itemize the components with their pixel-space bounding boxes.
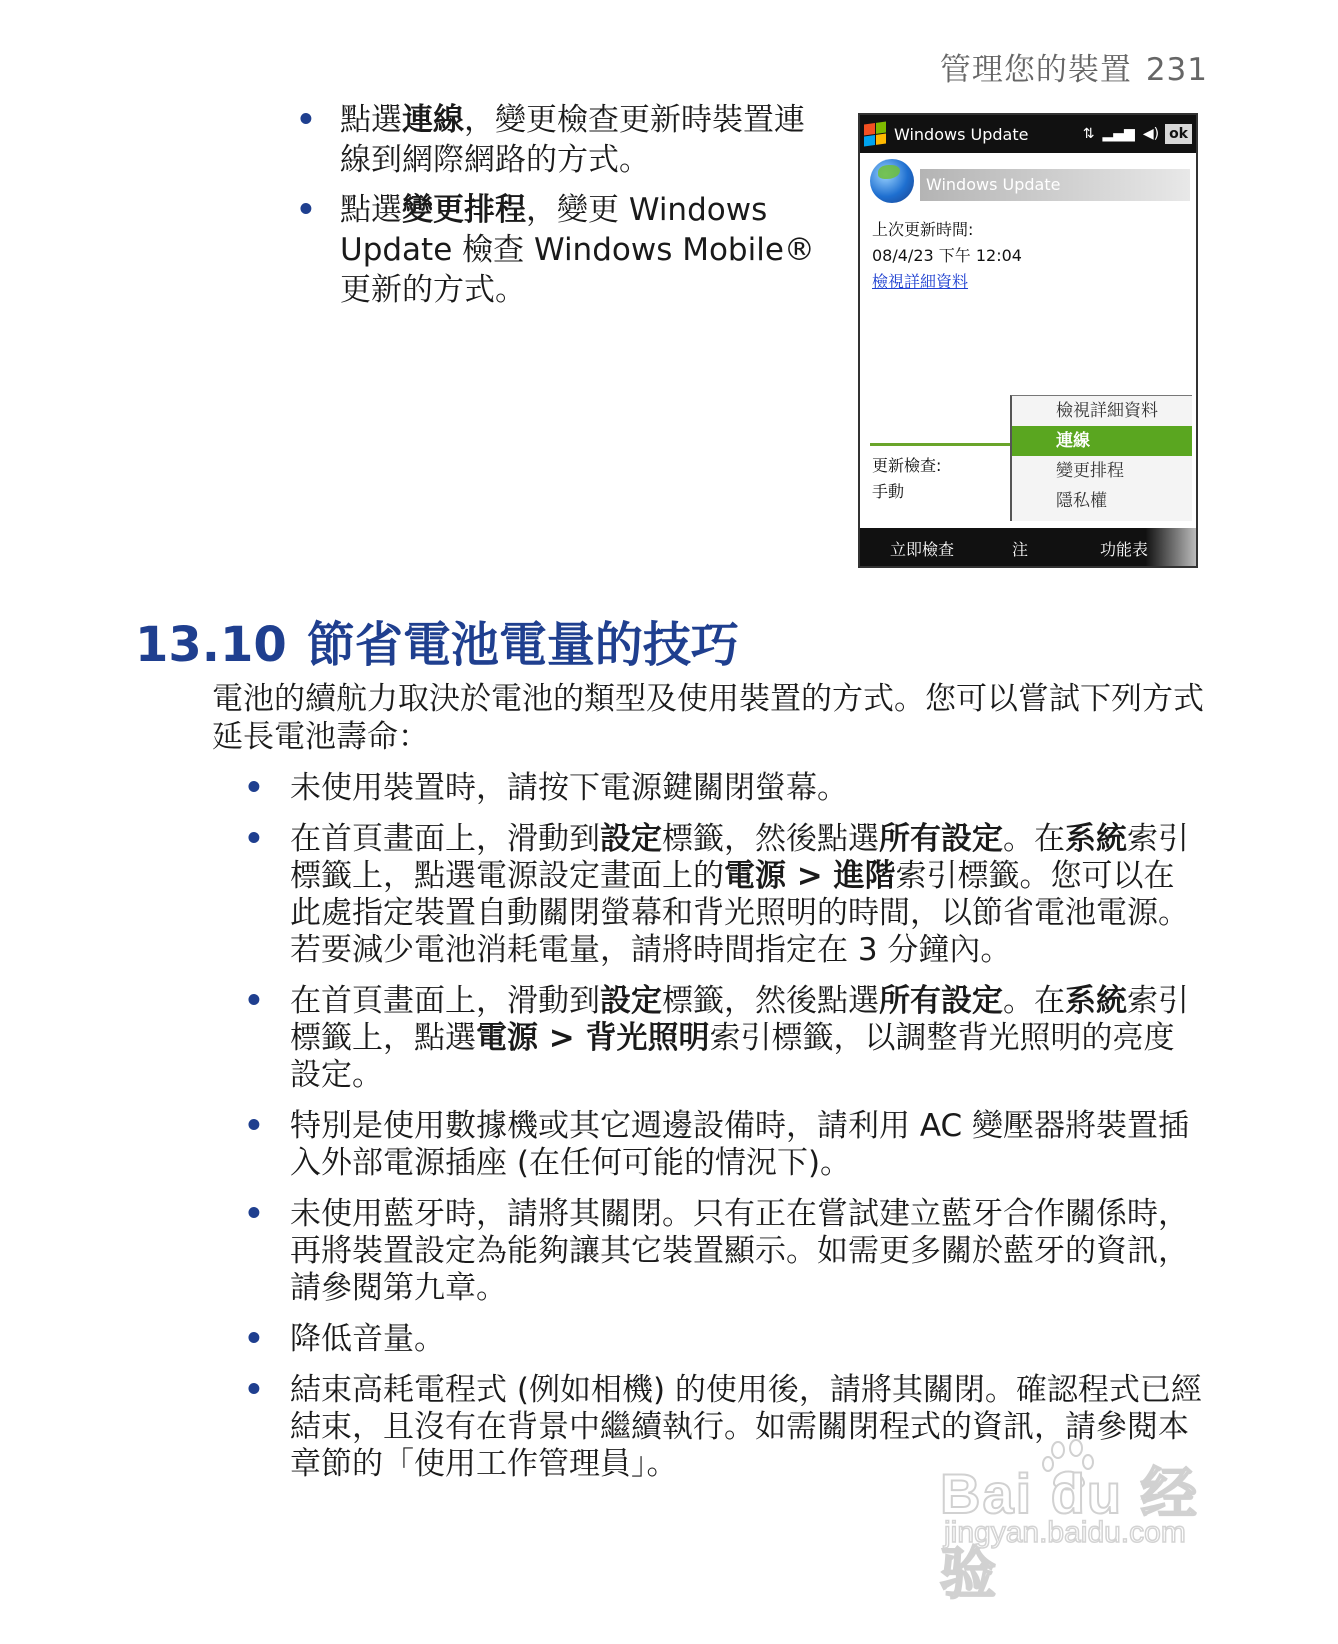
bullet-icon: • — [244, 1372, 264, 1408]
list-item: • 結束高耗電程式 (例如相機) 的使用後，請將其關閉。確認程式已經結束，且沒有在背景中繼續執行。如需關閉程式的資訊，請參閱本章節的「使用工作管理員」。 — [244, 1372, 1202, 1482]
list-item: • 在首頁畫面上，滑動到設定標籤，然後點選所有設定。在系統索引標籤上，點選電源 > 背光照明索引標籤，以調整背光照明的亮度設定。 — [244, 983, 1189, 1093]
watermark-brand: Bai du 经验 — [940, 1462, 1199, 1605]
bullet-icon: • — [244, 1321, 264, 1357]
view-details-link[interactable]: 檢視詳細資料 — [872, 272, 969, 291]
list-item: • 點選變更排程，變更 Windows Update 檢查 Windows Mobile® 更新的方式。 — [296, 192, 815, 308]
bullet-icon: • — [244, 983, 264, 1019]
menu-item-connection[interactable]: 連線 — [1012, 426, 1192, 456]
list-item: • 未使用裝置時，請按下電源鍵關閉螢幕。 — [244, 770, 848, 806]
phone-screenshot — [858, 113, 1198, 568]
windows-update-banner — [860, 157, 1196, 209]
menu-item-privacy[interactable]: 隱私權 — [1056, 491, 1107, 511]
last-update-value: 08/4/23 下午 12:04 — [872, 246, 1022, 265]
menu-item-view-details[interactable]: 檢視詳細資料 — [1056, 401, 1158, 421]
menu-item-change-schedule[interactable]: 變更排程 — [1056, 461, 1124, 481]
check-value: 手動 — [872, 482, 905, 501]
ok-button[interactable]: ok — [1165, 124, 1192, 144]
banner-title: Windows Update — [920, 169, 1190, 201]
windows-logo-icon — [864, 121, 886, 146]
menu-softkey[interactable]: 功能表 — [1100, 540, 1149, 559]
bullet-icon: • — [244, 770, 264, 806]
section-title: 節省電池電量的技巧 — [306, 617, 739, 673]
section-heading — [135, 606, 739, 675]
softkey-bar — [860, 528, 1196, 566]
connectivity-icon: ⇅ — [1082, 126, 1095, 142]
list-item: • 特別是使用數據機或其它週邊設備時，請利用 AC 變壓器將裝置插入外部電源插座 (在任何可能的情況下)。 — [244, 1108, 1190, 1181]
list-item: • 在首頁畫面上，滑動到設定標籤，然後點選所有設定。在系統索引標籤上，點選電源設定畫面上的電源 > 進階索引標籤。您可以在此處指定裝置自動關閉螢幕和背光照明的時間，以節省電池電源。若要減少電池消耗電量，請將時間指定在 3 分鐘內。 — [244, 821, 1189, 968]
windows-update-globe-icon — [870, 159, 914, 203]
popup-menu — [1010, 395, 1192, 521]
page-number: 231 — [1145, 52, 1208, 88]
top-bullet-list — [296, 100, 816, 320]
list-item: • 未使用藍牙時，請將其關閉。只有正在嘗試建立藍牙合作關係時，再將裝置設定為能夠讓其它裝置顯示。如需更多關於藍牙的資訊，請參閱第九章。 — [244, 1196, 1189, 1306]
bullet-icon: • — [296, 192, 316, 228]
bullet-icon: • — [244, 1108, 264, 1144]
list-item: • 降低音量。 — [244, 1321, 445, 1357]
bullet-icon: • — [244, 1196, 264, 1232]
phone-title: Windows Update — [894, 124, 1029, 144]
signal-icon: ▂▄▆ — [1102, 126, 1135, 142]
last-update-label: 上次更新時間: — [872, 220, 974, 239]
page-header — [940, 44, 1208, 89]
intro-paragraph: 電池的續航力取決於電池的類型及使用裝置的方式。您可以嘗試下列方式延長電池壽命： — [212, 681, 1204, 755]
volume-icon: ◀) — [1142, 126, 1160, 142]
bullet-icon: • — [244, 821, 264, 857]
bullet-icon: • — [296, 102, 316, 138]
watermark-url: jingyan.baidu.com — [944, 1516, 1186, 1549]
divider — [870, 443, 1010, 446]
section-number: 13.10 — [135, 617, 287, 673]
check-label: 更新檢查: — [872, 456, 942, 475]
baidu-watermark — [940, 1450, 1240, 1605]
header-title: 管理您的裝置 — [939, 52, 1132, 88]
middle-softkey[interactable]: 注 — [1012, 540, 1029, 559]
list-item: • 點選連線，變更檢查更新時裝置連線到網際網路的方式。 — [296, 102, 805, 178]
phone-titlebar — [860, 115, 1196, 153]
tips-list — [244, 770, 1204, 1497]
check-now-softkey[interactable]: 立即檢查 — [890, 540, 955, 559]
